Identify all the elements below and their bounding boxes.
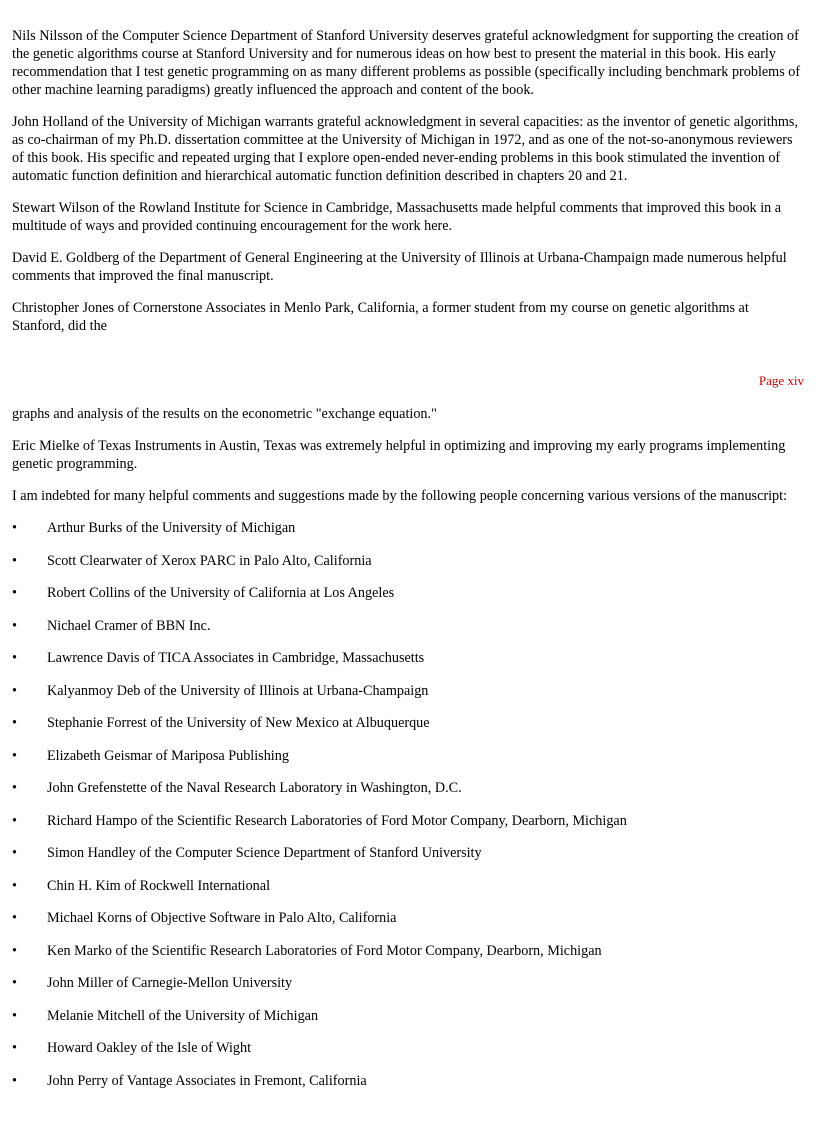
list-item: [12, 747, 804, 765]
paragraph-mielke: Eric Mielke of Texas Instruments in Austin, Texas was extremely helpful in optimizing and improving my early programs implementing genetic programming.: [12, 438, 786, 472]
bullet-icon: •: [12, 715, 17, 731]
list-item: [12, 552, 804, 570]
list-item: [12, 714, 804, 732]
list-item-text: John Perry of Vantage Associates in Fremont, California: [47, 1072, 367, 1089]
bullet-icon: •: [12, 910, 17, 926]
bullet-icon: •: [12, 1007, 17, 1024]
list-item: [12, 942, 804, 960]
list-item-text: Chin H. Kim of Rockwell International: [47, 877, 271, 894]
paragraph-nilsson: Nils Nilsson of the Computer Science Department of Stanford University deserves grateful acknowledgment for supporting the creation of the genetic algorithms course at Stanford University and for numerous ideas on how best to present the material in this book. His early recommendation that I test genetic programming on as many different problems as possible (specifically including benchmark problems of other machine learning paradigms) greatly influenced the approach and content of the book.: [12, 28, 801, 98]
bullet-icon: •: [12, 942, 17, 959]
list-item-text: Scott Clearwater of Xerox PARC in Palo Alto, California: [47, 552, 372, 569]
list-item: [12, 682, 804, 700]
list-item: [12, 779, 804, 797]
list-item-text: Melanie Mitchell of the University of Michigan: [47, 1007, 319, 1024]
paragraph-wilson: Stewart Wilson of the Rowland Institute for Science in Cambridge, Massachusetts made helpful comments that improved this book in a multitude of ways and provided continuing encouragement for the work here.: [12, 200, 782, 234]
paragraph-indebted-intro: I am indebted for many helpful comments and suggestions made by the following people concerning various versions of the manuscript:: [12, 488, 788, 504]
bullet-icon: •: [12, 585, 17, 601]
bullet-icon: •: [12, 682, 17, 699]
list-item: [12, 617, 804, 635]
list-item-text: Simon Handley of the Computer Science Department of Stanford University: [47, 845, 482, 861]
list-item-text: Stephanie Forrest of the University of New Mexico at Albuquerque: [47, 715, 430, 731]
bullet-icon: •: [12, 552, 17, 569]
paragraph-jones-continued: graphs and analysis of the results on the econometric "exchange equation.": [12, 406, 437, 422]
list-item: [12, 1072, 804, 1090]
paragraph-jones: Christopher Jones of Cornerstone Associates in Menlo Park, California, a former student from my course on genetic algorithms at Stanford, did the: [12, 300, 749, 334]
acknowledged-people-list: [12, 519, 804, 1090]
list-item: [12, 1039, 804, 1057]
bullet-icon: •: [12, 845, 17, 861]
list-item: [12, 909, 804, 927]
list-item-text: Arthur Burks of the University of Michigan: [47, 520, 296, 536]
list-item-text: John Grefenstette of the Naval Research Laboratory in Washington, D.C.: [47, 780, 462, 796]
list-item: [12, 1007, 804, 1025]
list-item: [12, 812, 804, 830]
bullet-icon: •: [12, 617, 17, 634]
list-item: [12, 974, 804, 992]
list-item-text: Nichael Cramer of BBN Inc.: [47, 617, 211, 634]
list-item-text: Elizabeth Geismar of Mariposa Publishing: [47, 747, 289, 764]
bullet-icon: •: [12, 650, 17, 666]
list-item-text: Ken Marko of the Scientific Research Laboratories of Ford Motor Company, Dearborn, Michigan: [47, 942, 602, 959]
list-item-text: Lawrence Davis of TICA Associates in Cambridge, Massachusetts: [47, 650, 425, 666]
bullet-icon: •: [12, 520, 17, 536]
paragraph-holland: John Holland of the University of Michigan warrants grateful acknowledgment in several capacities: as the inventor of genetic algorithms, as co-chairman of my Ph.D. dissertation committee at the University of Michigan in 1972, and as one of the not-so-anonymous reviewers of this book. His specific and repeated urging that I explore open-ended never-ending problems in this book stimulated the invention of automatic function definition and hierarchical automatic function definition described in chapters 20 and 21.: [12, 114, 798, 184]
list-item: [12, 844, 804, 862]
list-item-text: Robert Collins of the University of California at Los Angeles: [47, 585, 395, 601]
list-item: [12, 877, 804, 895]
list-item-text: Michael Korns of Objective Software in Palo Alto, California: [47, 910, 397, 926]
list-item: [12, 584, 804, 602]
list-item-text: Kalyanmoy Deb of the University of Illinois at Urbana-Champaign: [47, 682, 429, 699]
list-item-text: John Miller of Carnegie-Mellon University: [47, 975, 293, 991]
list-item: [12, 519, 804, 537]
bullet-icon: •: [12, 812, 17, 829]
bullet-icon: •: [12, 1040, 17, 1056]
list-item-text: Howard Oakley of the Isle of Wight: [47, 1040, 252, 1056]
bullet-icon: •: [12, 975, 17, 991]
page-number-marker: Page xiv: [758, 373, 804, 388]
list-item: [12, 649, 804, 667]
list-item-text: Richard Hampo of the Scientific Research Laboratories of Ford Motor Company, Dearborn, Michigan: [47, 812, 627, 829]
bullet-icon: •: [12, 780, 17, 796]
bullet-icon: •: [12, 747, 17, 764]
bullet-icon: •: [12, 877, 17, 894]
paragraph-goldberg: David E. Goldberg of the Department of General Engineering at the University of Illinois at Urbana-Champaign made numerous helpful comments that improved the final manuscript.: [12, 250, 787, 284]
bullet-icon: •: [12, 1072, 17, 1089]
